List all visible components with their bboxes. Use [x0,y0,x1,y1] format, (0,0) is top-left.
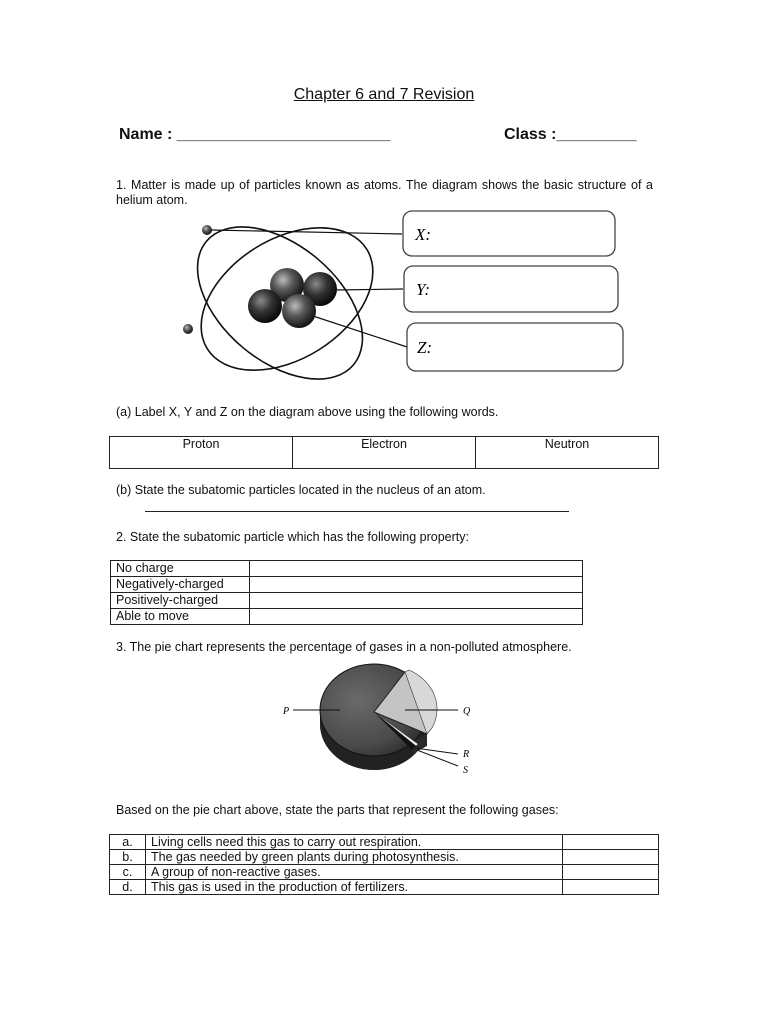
label-box-z [407,323,623,371]
answer-cell[interactable] [250,561,583,577]
table-row [110,865,659,880]
name-field[interactable]: Name : ________________________ [119,126,391,143]
helium-atom-diagram [115,208,655,400]
table-row [111,593,583,609]
nucleus-particle [282,294,316,328]
label-x: X: [415,225,432,244]
answer-line[interactable] [145,510,569,512]
table-row [111,577,583,593]
table-row [111,609,583,625]
question-3-prompt: 3. The pie chart represents the percentage of gases in a non-polluted atmosphere. [116,640,572,654]
row-text: A group of non-reactive gases. [146,865,563,880]
pie-label-r: R [463,749,470,760]
word-proton: Proton [110,437,293,469]
answer-cell[interactable] [563,865,659,880]
gas-table [109,834,659,895]
class-field[interactable]: Class :_________ [504,126,637,143]
answer-cell[interactable] [250,577,583,593]
electron [202,225,212,235]
atmosphere-pie-chart [275,658,495,788]
property-table [110,560,583,625]
answer-cell[interactable] [250,593,583,609]
word-electron: Electron [293,437,476,469]
pie-label-p: P [283,706,290,717]
word-bank-table [109,436,659,469]
pie-label-s: S [463,765,468,776]
answer-cell[interactable] [250,609,583,625]
table-row [110,850,659,865]
nucleus-particle [248,289,282,323]
electron [183,324,193,334]
row-letter: a. [110,835,146,850]
table-row [111,561,583,577]
question-1a-prompt: (a) Label X, Y and Z on the diagram above using the following words. [116,405,499,419]
row-letter: b. [110,850,146,865]
row-letter: d. [110,880,146,895]
page-title: Chapter 6 and 7 Revision [293,86,475,103]
answer-cell[interactable] [563,835,659,850]
property-label: No charge [111,561,250,577]
question-1b-prompt: (b) State the subatomic particles located in the nucleus of an atom. [116,483,486,497]
pointer-line-x [211,230,402,234]
property-label: Positively-charged [111,593,250,609]
property-label: Able to move [111,609,250,625]
question-2-prompt: 2. State the subatomic particle which has the following property: [116,530,469,544]
row-text: The gas needed by green plants during photosynthesis. [146,850,563,865]
row-text: This gas is used in the production of fertilizers. [146,880,563,895]
label-y: Y: [416,280,431,299]
table-row [110,880,659,895]
label-box-y [404,266,618,312]
label-box-x [403,211,615,256]
word-neutron: Neutron [476,437,659,469]
answer-cell[interactable] [563,880,659,895]
answer-cell[interactable] [563,850,659,865]
pie-label-q: Q [463,706,471,717]
table-row [110,835,659,850]
row-text: Living cells need this gas to carry out respiration. [146,835,563,850]
question-1-prompt: 1. Matter is made up of particles known as atoms. The diagram shows the basic structure of a helium atom. [116,178,653,207]
question-3-instruction: Based on the pie chart above, state the parts that represent the following gases: [116,803,559,817]
label-z: Z: [417,338,433,357]
row-letter: c. [110,865,146,880]
property-label: Negatively-charged [111,577,250,593]
